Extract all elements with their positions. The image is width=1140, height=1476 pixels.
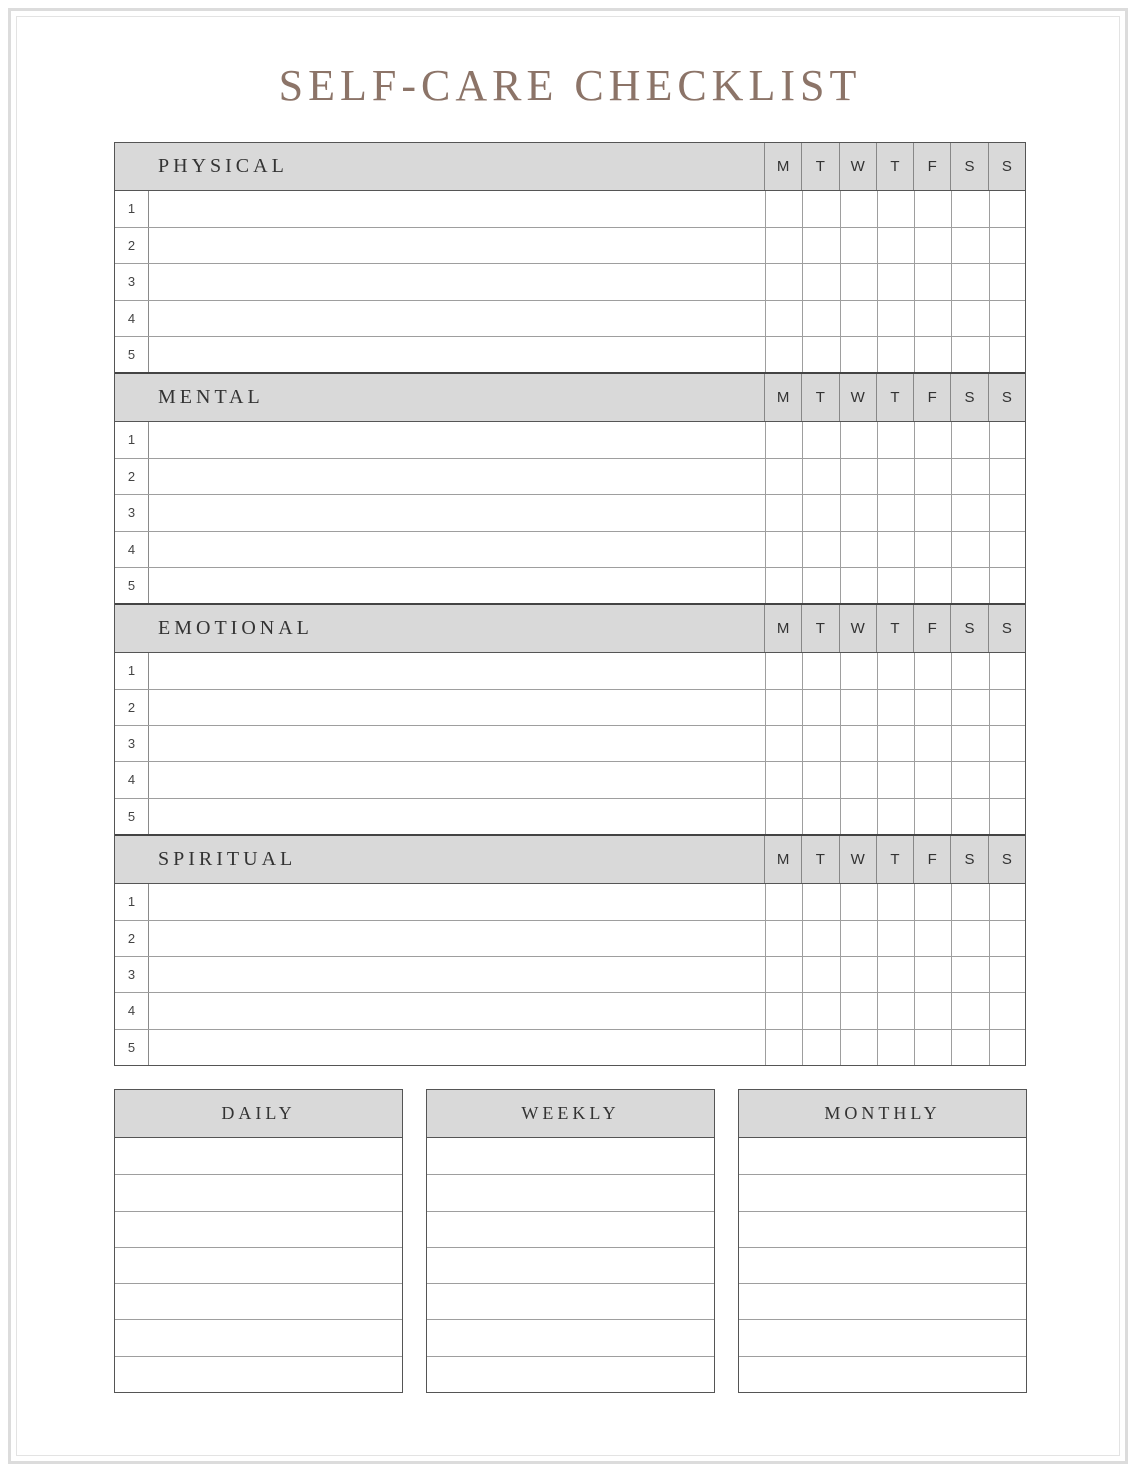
row-number: 1 [115, 653, 149, 689]
day-checkbox[interactable] [840, 762, 877, 797]
day-checkbox[interactable] [840, 422, 877, 458]
day-checkbox[interactable] [914, 228, 951, 263]
day-checkbox[interactable] [877, 993, 914, 1028]
day-checkbox[interactable] [765, 799, 802, 834]
day-checkbox[interactable] [989, 993, 1026, 1028]
day-checkbox[interactable] [877, 337, 914, 372]
section-header [115, 143, 1025, 191]
row-number: 5 [115, 568, 149, 603]
day-checkbox[interactable] [877, 957, 914, 992]
day-checkbox[interactable] [951, 653, 988, 689]
entry-field[interactable] [149, 495, 765, 530]
checklist-row [115, 1029, 1025, 1065]
writing-line[interactable] [739, 1356, 1026, 1392]
day-checkbox[interactable] [802, 690, 839, 725]
entry-field[interactable] [149, 993, 765, 1028]
day-checkbox[interactable] [914, 495, 951, 530]
day-checkbox[interactable] [989, 884, 1026, 920]
day-checkbox[interactable] [914, 762, 951, 797]
day-checkbox[interactable] [914, 957, 951, 992]
day-column-header: T [876, 605, 913, 652]
day-checkbox[interactable] [840, 264, 877, 299]
day-checkbox[interactable] [840, 993, 877, 1028]
day-checkbox[interactable] [840, 459, 877, 494]
day-checkbox[interactable] [802, 495, 839, 530]
day-checkbox[interactable] [989, 921, 1026, 956]
day-column-header: S [950, 605, 987, 652]
checklist-row [115, 884, 1025, 920]
day-column-header: T [876, 836, 913, 883]
day-column-header: S [988, 605, 1025, 652]
day-checkbox[interactable] [802, 726, 839, 761]
checklist-row [115, 689, 1025, 725]
row-number: 5 [115, 799, 149, 834]
day-checkbox[interactable] [840, 568, 877, 603]
writing-line[interactable] [115, 1356, 402, 1392]
entry-field[interactable] [149, 653, 765, 689]
day-checkbox[interactable] [951, 459, 988, 494]
day-checkbox[interactable] [877, 301, 914, 336]
day-column-header: M [764, 143, 801, 190]
day-checkbox[interactable] [877, 1030, 914, 1065]
day-checkbox[interactable] [877, 690, 914, 725]
row-number: 4 [115, 301, 149, 336]
checklist-row [115, 300, 1025, 336]
day-checkbox[interactable] [877, 495, 914, 530]
day-checkbox[interactable] [802, 957, 839, 992]
checklist-row [115, 458, 1025, 494]
day-checkbox[interactable] [914, 422, 951, 458]
day-checkbox[interactable] [989, 191, 1026, 227]
box-title: MONTHLY [739, 1090, 1026, 1138]
day-checkbox[interactable] [951, 532, 988, 567]
day-checkbox[interactable] [914, 690, 951, 725]
day-checkbox[interactable] [802, 191, 839, 227]
day-checkbox[interactable] [877, 799, 914, 834]
day-checkbox[interactable] [765, 264, 802, 299]
day-checkbox[interactable] [989, 495, 1026, 530]
day-checkbox[interactable] [914, 921, 951, 956]
day-checkbox[interactable] [840, 690, 877, 725]
row-number: 1 [115, 884, 149, 920]
monthly-box [738, 1089, 1027, 1393]
day-checkbox[interactable] [877, 653, 914, 689]
row-number: 2 [115, 459, 149, 494]
day-checkbox[interactable] [840, 532, 877, 567]
entry-field[interactable] [149, 337, 765, 372]
day-checkbox[interactable] [951, 921, 988, 956]
day-checkbox[interactable] [951, 568, 988, 603]
row-number: 3 [115, 264, 149, 299]
row-number: 2 [115, 228, 149, 263]
day-checkbox[interactable] [802, 884, 839, 920]
day-checkbox[interactable] [765, 337, 802, 372]
writing-line[interactable] [115, 1247, 402, 1283]
entry-field[interactable] [149, 264, 765, 299]
day-checkbox[interactable] [951, 228, 988, 263]
day-checkbox[interactable] [840, 337, 877, 372]
day-checkbox[interactable] [802, 337, 839, 372]
day-checkbox[interactable] [989, 532, 1026, 567]
day-checkbox[interactable] [840, 495, 877, 530]
day-checkbox[interactable] [877, 422, 914, 458]
day-checkbox[interactable] [802, 1030, 839, 1065]
day-checkbox[interactable] [765, 495, 802, 530]
day-checkbox[interactable] [840, 921, 877, 956]
writing-line[interactable] [427, 1138, 714, 1174]
day-column-header: F [913, 374, 950, 421]
day-checkbox[interactable] [951, 422, 988, 458]
day-column-header: T [801, 143, 838, 190]
day-checkbox[interactable] [877, 459, 914, 494]
writing-line[interactable] [739, 1319, 1026, 1355]
day-checkbox[interactable] [802, 993, 839, 1028]
day-checkbox[interactable] [765, 726, 802, 761]
writing-line[interactable] [115, 1138, 402, 1174]
checklist-row [115, 653, 1025, 689]
entry-field[interactable] [149, 532, 765, 567]
weekly-checklist-table [114, 142, 1026, 1066]
day-checkbox[interactable] [802, 653, 839, 689]
day-checkbox[interactable] [989, 690, 1026, 725]
day-checkbox[interactable] [877, 726, 914, 761]
entry-field[interactable] [149, 191, 765, 227]
entry-field[interactable] [149, 422, 765, 458]
day-checkbox[interactable] [877, 568, 914, 603]
entry-field[interactable] [149, 762, 765, 797]
day-checkbox[interactable] [951, 993, 988, 1028]
day-checkbox[interactable] [989, 228, 1026, 263]
day-checkbox[interactable] [989, 568, 1026, 603]
day-checkbox[interactable] [840, 799, 877, 834]
day-checkbox[interactable] [765, 422, 802, 458]
day-checkbox[interactable] [951, 191, 988, 227]
day-checkbox[interactable] [765, 762, 802, 797]
day-column-header: W [839, 605, 876, 652]
writing-line[interactable] [427, 1247, 714, 1283]
day-checkbox[interactable] [802, 264, 839, 299]
day-checkbox[interactable] [951, 264, 988, 299]
day-checkbox[interactable] [989, 264, 1026, 299]
day-column-header: T [801, 374, 838, 421]
day-checkbox[interactable] [877, 884, 914, 920]
daily-box [114, 1089, 403, 1393]
day-checkbox[interactable] [840, 1030, 877, 1065]
day-column-header: M [764, 836, 801, 883]
day-checkbox[interactable] [951, 957, 988, 992]
checklist-row [115, 956, 1025, 992]
day-checkbox[interactable] [765, 993, 802, 1028]
checklist-row [115, 920, 1025, 956]
writing-line[interactable] [739, 1211, 1026, 1247]
writing-line[interactable] [739, 1247, 1026, 1283]
day-checkbox[interactable] [802, 228, 839, 263]
row-number: 5 [115, 337, 149, 372]
day-column-header: F [913, 143, 950, 190]
day-column-header: S [950, 836, 987, 883]
section-spiritual [115, 834, 1025, 1065]
writing-line[interactable] [115, 1283, 402, 1319]
day-checkbox[interactable] [914, 459, 951, 494]
day-checkbox[interactable] [914, 799, 951, 834]
day-checkbox[interactable] [951, 495, 988, 530]
box-title: DAILY [115, 1090, 402, 1138]
day-checkbox[interactable] [840, 191, 877, 227]
checklist-row [115, 494, 1025, 530]
day-column-header: S [988, 143, 1025, 190]
entry-field[interactable] [149, 921, 765, 956]
section-header [115, 836, 1025, 884]
day-checkbox[interactable] [802, 799, 839, 834]
row-number: 1 [115, 422, 149, 458]
day-checkbox[interactable] [914, 568, 951, 603]
day-column-header: T [801, 836, 838, 883]
row-number: 5 [115, 1030, 149, 1065]
day-checkbox[interactable] [877, 762, 914, 797]
day-checkbox[interactable] [802, 532, 839, 567]
section-title: SPIRITUAL [158, 847, 297, 870]
day-checkbox[interactable] [989, 957, 1026, 992]
writing-line[interactable] [739, 1283, 1026, 1319]
day-checkbox[interactable] [802, 921, 839, 956]
day-column-header: M [764, 374, 801, 421]
day-checkbox[interactable] [914, 993, 951, 1028]
day-checkbox[interactable] [840, 301, 877, 336]
row-number: 3 [115, 957, 149, 992]
row-number: 2 [115, 921, 149, 956]
day-checkbox[interactable] [951, 726, 988, 761]
day-checkbox[interactable] [914, 532, 951, 567]
day-checkbox[interactable] [765, 191, 802, 227]
day-checkbox[interactable] [989, 653, 1026, 689]
checklist-row [115, 725, 1025, 761]
day-checkbox[interactable] [989, 301, 1026, 336]
day-checkbox[interactable] [951, 884, 988, 920]
day-column-header: T [876, 143, 913, 190]
writing-line[interactable] [427, 1283, 714, 1319]
day-column-header: S [950, 374, 987, 421]
day-checkbox[interactable] [765, 690, 802, 725]
day-checkbox[interactable] [840, 726, 877, 761]
day-checkbox[interactable] [951, 301, 988, 336]
section-header [115, 374, 1025, 422]
checklist-row [115, 191, 1025, 227]
entry-field[interactable] [149, 884, 765, 920]
row-number: 1 [115, 191, 149, 227]
day-checkbox[interactable] [765, 568, 802, 603]
writing-line[interactable] [115, 1211, 402, 1247]
row-number: 2 [115, 690, 149, 725]
day-checkbox[interactable] [802, 762, 839, 797]
day-column-header: W [839, 836, 876, 883]
day-column-header: S [950, 143, 987, 190]
day-checkbox[interactable] [989, 762, 1026, 797]
entry-field[interactable] [149, 568, 765, 603]
day-checkbox[interactable] [989, 422, 1026, 458]
writing-line[interactable] [427, 1174, 714, 1210]
day-checkbox[interactable] [914, 884, 951, 920]
section-mental [115, 372, 1025, 603]
day-checkbox[interactable] [914, 726, 951, 761]
entry-field[interactable] [149, 1030, 765, 1065]
day-checkbox[interactable] [802, 459, 839, 494]
day-checkbox[interactable] [840, 957, 877, 992]
section-physical [115, 143, 1025, 372]
checklist-row [115, 263, 1025, 299]
day-checkbox[interactable] [989, 459, 1026, 494]
day-checkbox[interactable] [877, 921, 914, 956]
day-column-header: W [839, 143, 876, 190]
writing-line[interactable] [427, 1211, 714, 1247]
day-checkbox[interactable] [802, 422, 839, 458]
day-checkbox[interactable] [951, 1030, 988, 1065]
day-checkbox[interactable] [951, 799, 988, 834]
page-title: SELF-CARE CHECKLIST [278, 61, 862, 110]
section-header [115, 605, 1025, 653]
writing-line[interactable] [427, 1356, 714, 1392]
day-checkbox[interactable] [765, 921, 802, 956]
entry-field[interactable] [149, 957, 765, 992]
day-checkbox[interactable] [877, 264, 914, 299]
day-checkbox[interactable] [765, 532, 802, 567]
day-checkbox[interactable] [802, 301, 839, 336]
day-column-header: S [988, 836, 1025, 883]
day-checkbox[interactable] [914, 301, 951, 336]
day-column-header: F [913, 605, 950, 652]
checklist-row [115, 798, 1025, 834]
day-checkbox[interactable] [765, 228, 802, 263]
day-column-header: T [801, 605, 838, 652]
day-column-header: T [876, 374, 913, 421]
writing-line[interactable] [115, 1174, 402, 1210]
day-checkbox[interactable] [765, 459, 802, 494]
section-title: MENTAL [158, 385, 264, 408]
writing-line[interactable] [739, 1174, 1026, 1210]
checklist-row [115, 992, 1025, 1028]
day-column-header: S [988, 374, 1025, 421]
day-checkbox[interactable] [877, 191, 914, 227]
day-checkbox[interactable] [914, 264, 951, 299]
day-checkbox[interactable] [989, 799, 1026, 834]
day-checkbox[interactable] [989, 1030, 1026, 1065]
row-number: 3 [115, 495, 149, 530]
entry-field[interactable] [149, 690, 765, 725]
row-number: 4 [115, 532, 149, 567]
checklist-row [115, 227, 1025, 263]
weekly-box [426, 1089, 715, 1393]
entry-field[interactable] [149, 301, 765, 336]
day-checkbox[interactable] [951, 762, 988, 797]
row-number: 4 [115, 762, 149, 797]
day-checkbox[interactable] [765, 884, 802, 920]
day-checkbox[interactable] [765, 957, 802, 992]
section-emotional [115, 603, 1025, 834]
entry-field[interactable] [149, 726, 765, 761]
day-checkbox[interactable] [877, 228, 914, 263]
writing-line[interactable] [115, 1319, 402, 1355]
row-number: 4 [115, 993, 149, 1028]
day-checkbox[interactable] [840, 884, 877, 920]
day-checkbox[interactable] [989, 337, 1026, 372]
entry-field[interactable] [149, 459, 765, 494]
section-title: EMOTIONAL [158, 616, 313, 639]
day-checkbox[interactable] [951, 690, 988, 725]
checklist-row [115, 531, 1025, 567]
day-checkbox[interactable] [951, 337, 988, 372]
day-checkbox[interactable] [840, 228, 877, 263]
checklist-row [115, 567, 1025, 603]
day-checkbox[interactable] [765, 301, 802, 336]
entry-field[interactable] [149, 799, 765, 834]
entry-field[interactable] [149, 228, 765, 263]
row-number: 3 [115, 726, 149, 761]
day-checkbox[interactable] [840, 653, 877, 689]
checklist-row [115, 422, 1025, 458]
day-checkbox[interactable] [914, 337, 951, 372]
day-checkbox[interactable] [765, 1030, 802, 1065]
day-column-header: W [839, 374, 876, 421]
day-checkbox[interactable] [877, 532, 914, 567]
day-checkbox[interactable] [914, 1030, 951, 1065]
writing-line[interactable] [427, 1319, 714, 1355]
day-checkbox[interactable] [989, 726, 1026, 761]
writing-line[interactable] [739, 1138, 1026, 1174]
day-checkbox[interactable] [802, 568, 839, 603]
day-column-header: F [913, 836, 950, 883]
checklist-row [115, 761, 1025, 797]
section-title: PHYSICAL [158, 155, 288, 177]
day-column-header: M [764, 605, 801, 652]
day-checkbox[interactable] [765, 653, 802, 689]
checklist-row [115, 336, 1025, 372]
day-checkbox[interactable] [914, 653, 951, 689]
day-checkbox[interactable] [914, 191, 951, 227]
box-title: WEEKLY [427, 1090, 714, 1138]
